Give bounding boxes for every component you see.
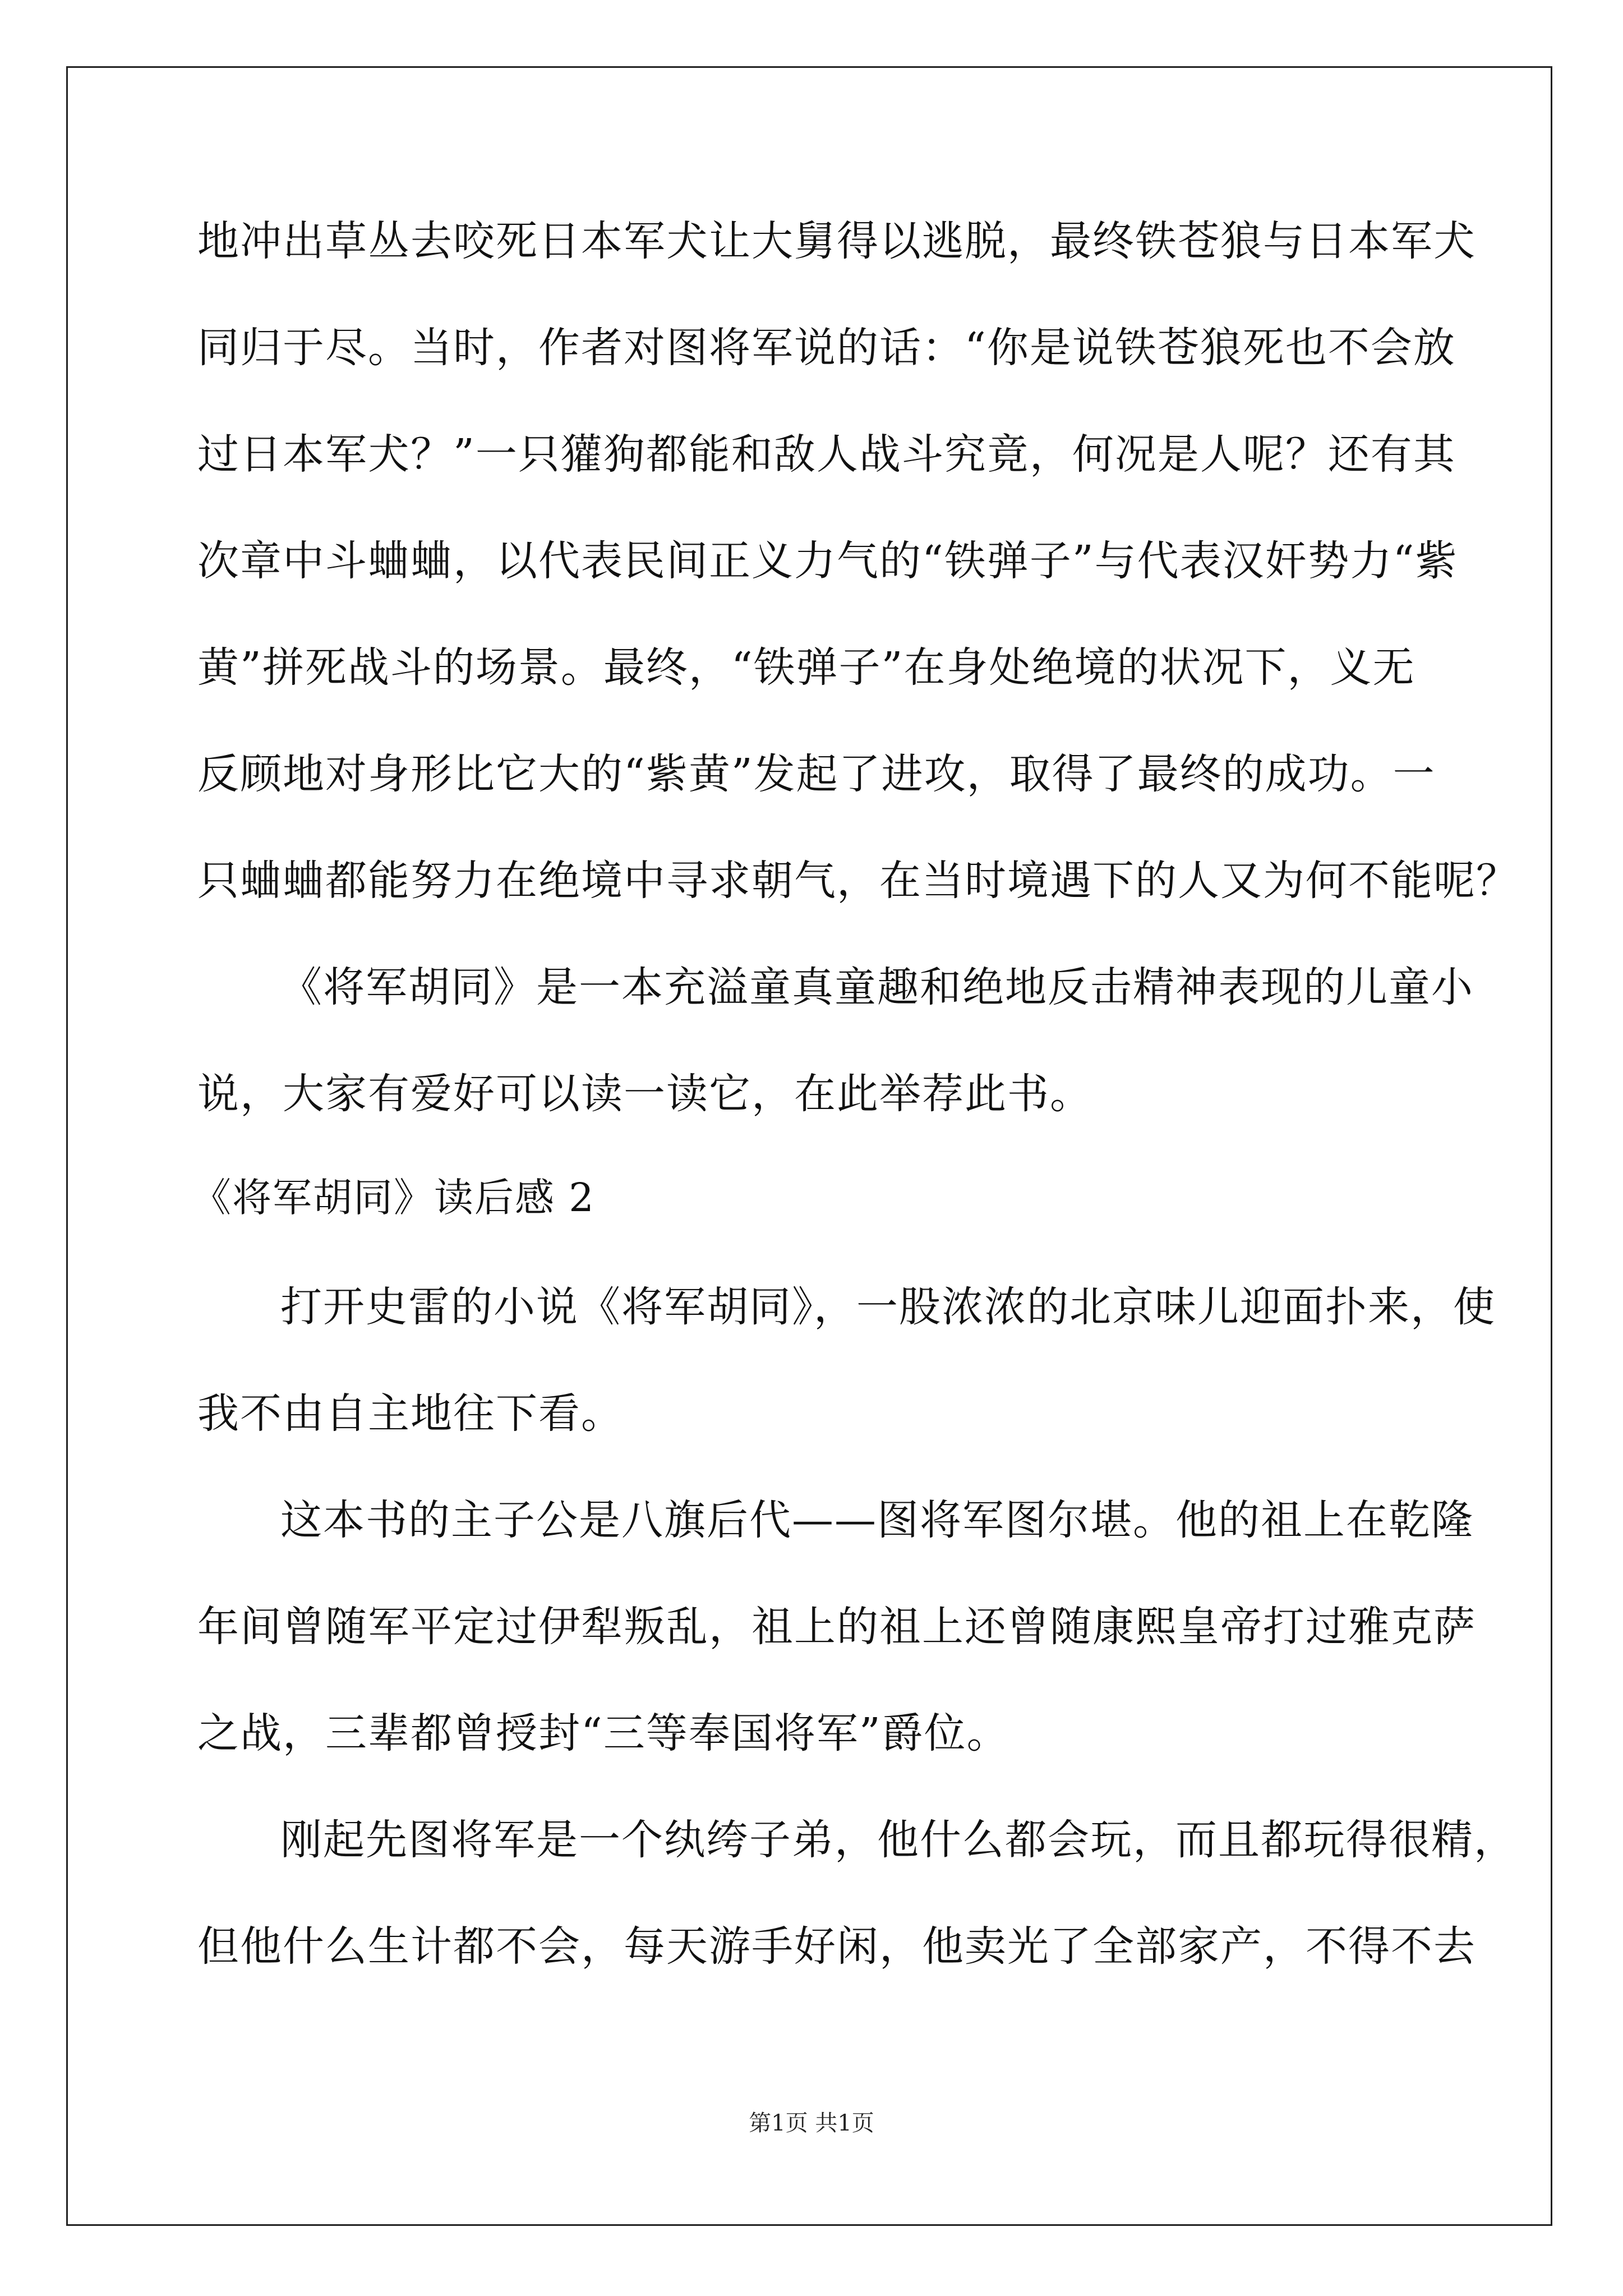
paragraph-line: 刚起先图将军是一个纨绔子弟，他什么都会玩，而且都玩得很精， (280, 1816, 1516, 1864)
paragraph-line: 只蛐蛐都能努力在绝境中寻求朝气，在当时境遇下的人又为何不能呢？ (197, 857, 1519, 905)
paragraph-line: 但他什么生计都不会，每天游手好闲，他卖光了全部家产，不得不去 (197, 1922, 1476, 1971)
paragraph-line: 过日本军犬？”一只獾狗都能和敌人战斗究竟，何况是人呢？还有其 (197, 430, 1456, 478)
paragraph-line: 同归于尽。当时，作者对图将军说的话：“你是说铁苍狼死也不会放 (197, 324, 1456, 372)
paragraph-line: 年间曾随军平定过伊犁叛乱，祖上的祖上还曾随康熙皇帝打过雅克萨 (197, 1603, 1476, 1651)
paragraph-line: 说，大家有爱好可以读一读它，在此举荐此书。 (197, 1070, 1092, 1118)
page-footer: 第1页 共1页 (749, 2110, 874, 2136)
paragraph-line: 打开史雷的小说《将军胡同》，一股浓浓的北京味儿迎面扑来，使 (280, 1283, 1496, 1331)
paragraph-line: 《将军胡同》是一本充溢童真童趣和绝地反击精神表现的儿童小 (280, 963, 1474, 1011)
paragraph-line: 之战，三辈都曾授封“三等奉国将军”爵位。 (197, 1709, 1009, 1757)
paragraph-line: 黄”拼死战斗的场景。最终，“铁弹子”在身处绝境的状况下，义无 (197, 643, 1415, 692)
paragraph-line: 地冲出草丛去咬死日本军犬让大舅得以逃脱，最终铁苍狼与日本军犬 (197, 217, 1476, 265)
paragraph-line: 次章中斗蛐蛐，以代表民间正义力气的“铁弹子”与代表汉奸势力“紫 (197, 537, 1458, 585)
section-heading: 《将军胡同》读后感 2 (192, 1175, 595, 1221)
paragraph-line: 我不由自主地往下看。 (197, 1389, 624, 1438)
page-border (66, 66, 1552, 2226)
paragraph-line: 反顾地对身形比它大的“紫黄”发起了进攻，取得了最终的成功。一 (197, 750, 1436, 798)
paragraph-line: 这本书的主子公是八旗后代——图将军图尔堪。他的祖上在乾隆 (280, 1496, 1474, 1544)
